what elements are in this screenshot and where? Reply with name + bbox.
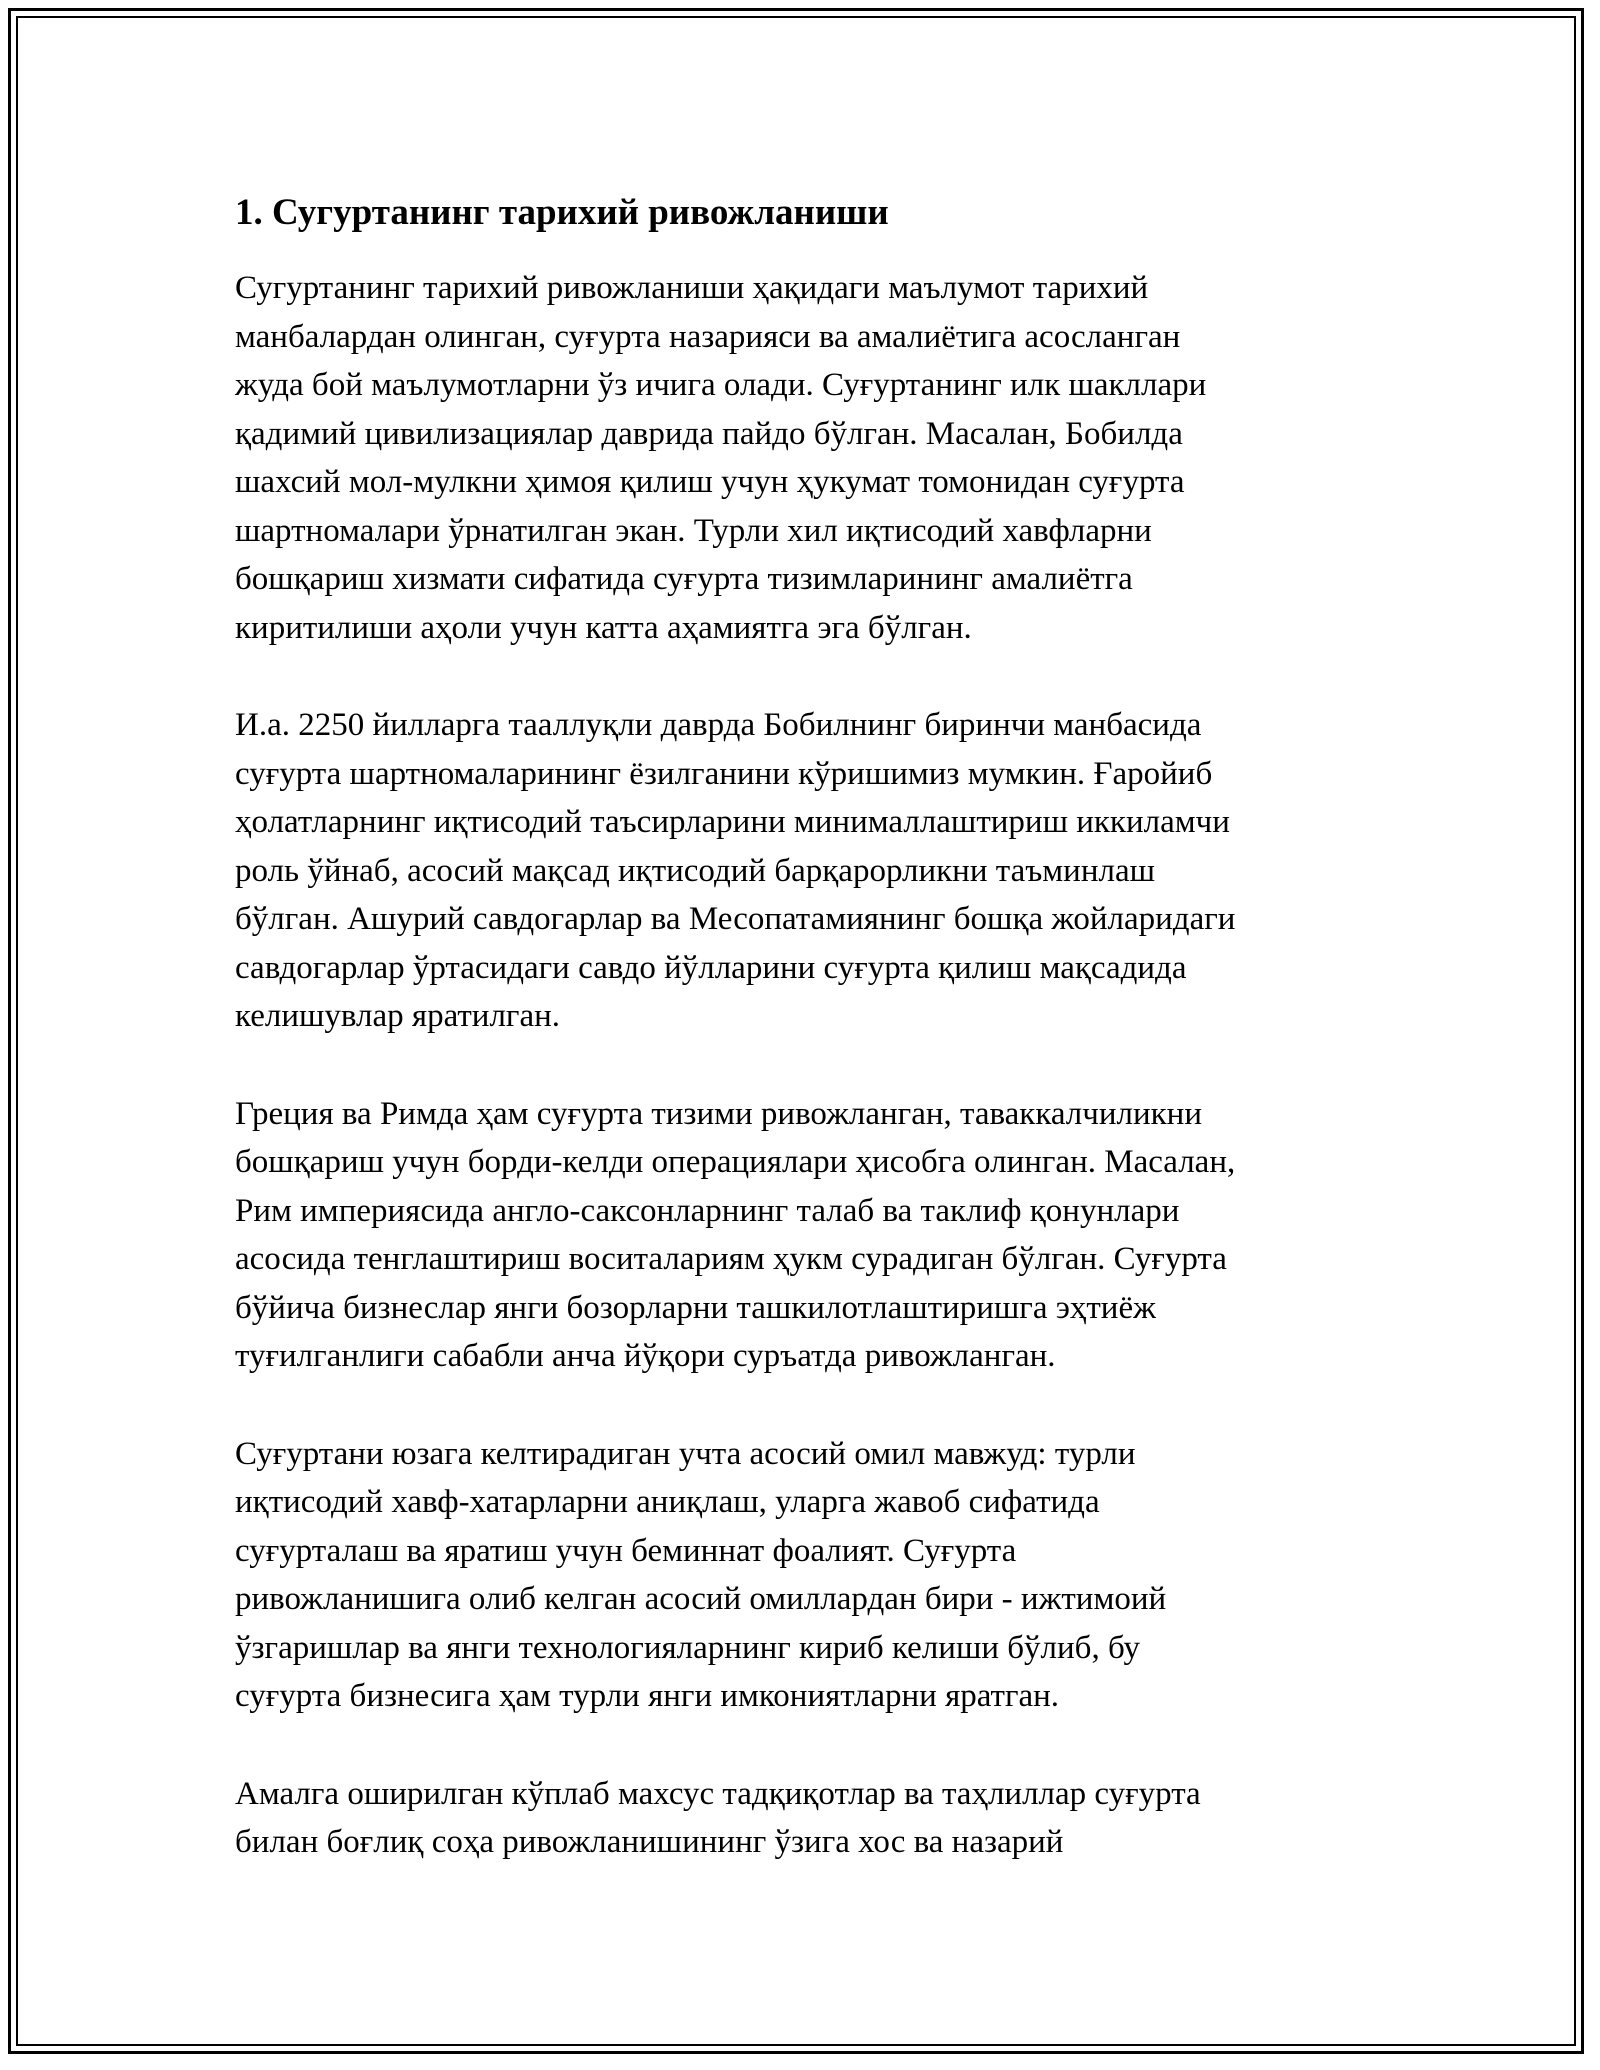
paragraph: Суғуртани юзага келтирадиган учта асосий омил мавжуд: турли иқтисодий хавф-хатарларни аниқлаш, уларга жавоб сифатида суғурталаш ва яратиш учун беминнат фоалият. Суғурта ривожланишига олиб келган асосий омиллардан бири - ижтимоий ўзгаришлар ва янги технологияларнинг кириб келиши бўлиб, бу суғурта бизнесига ҳам турли янги имкониятларни яратган. — [235, 1435, 1167, 1714]
paragraph: Греция ва Римда ҳам суғурта тизими ривожланган, таваккалчиликни бошқариш учун борди-келди операциялари ҳисобга олинган. Масалан, Рим империясида англо-саксонларнинг талаб ва таклиф қонунлари асосида тенглаштириш воситалариям ҳукм сурадиган бўлган. Суғурта бўйича бизнеслар янги бозорларни ташкилотлаштиришга эҳтиёж туғилганлиги сабабли анча йўқори суръатда ривожланган. — [235, 1095, 1236, 1374]
paragraph: И.а. 2250 йилларга тааллуқли даврда Бобилнинг биринчи манбасида суғурта шартномаларининг ёзилганини кўришимиз мумкин. Ғаройиб ҳолатларнинг иқтисодий таъсирларини минималлаштириш иккиламчи роль ўйнаб, асосий мақсад иқтисодий барқарорликни таъминлаш бўлган. Ашурий савдогарлар ва Месопатамиянинг бошқа жойларидаги савдогарлар ўртасидаги савдо йўлларини суғурта қилиш мақсадида келишувлар яратилган. — [235, 707, 1236, 1034]
paragraph: Амалга оширилган кўплаб махсус тадқиқотлар ва таҳлиллар суғурта билан боғлиқ соҳа ривожланишининг ўзига хос ва назарий — [235, 1775, 1201, 1860]
paragraph: Сугуртанинг тарихий ривожланиши ҳақидаги маълумот тарихий манбалардан олинган, суғурта назарияси ва амалиётига асосланган жуда бой маълумотларни ўз ичига олади. Суғуртанинг илк шакллари қадимий цивилизациялар даврида пайдо бўлган. Масалан, Бобилда шахсий мол-мулкни ҳимоя қилиш учун ҳукумат томонидан суғурта шартномалари ўрнатилган экан. Турли хил иқтисодий хавфларни бошқариш хизмати сифатида суғурта тизимларининг амалиётга киритилиши аҳоли учун катта аҳамиятга эга бўлган. — [235, 270, 1207, 646]
section-heading: 1. Сугуртанинг тарихий ривожланиши — [235, 192, 889, 233]
document-body — [235, 188, 1365, 1916]
